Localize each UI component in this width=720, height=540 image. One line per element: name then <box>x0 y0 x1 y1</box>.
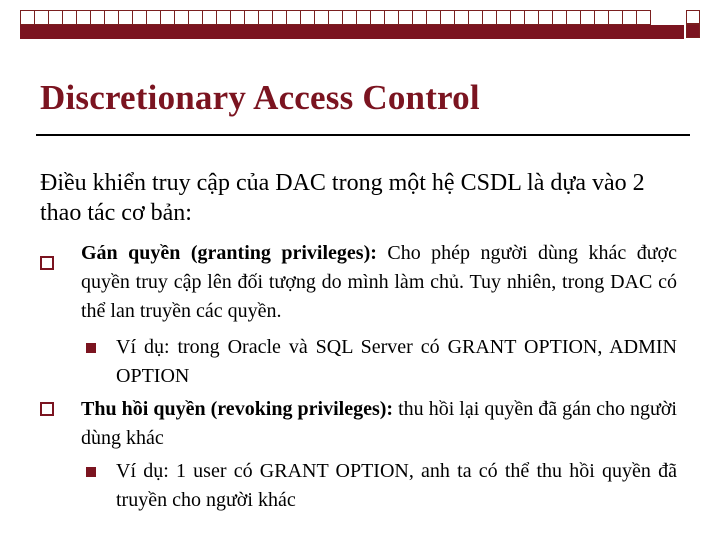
top-bar-square <box>622 10 637 25</box>
top-bar-square <box>62 10 77 25</box>
top-bar-square <box>510 10 525 25</box>
filled-square-bullet-icon <box>86 467 96 477</box>
top-bar-square <box>370 10 385 25</box>
top-bar-square <box>342 10 357 25</box>
corner-square-top <box>686 10 700 24</box>
top-bar-square <box>314 10 329 25</box>
top-bar-square <box>48 10 63 25</box>
top-bar-square <box>34 10 49 25</box>
hollow-square-bullet-icon <box>40 256 54 270</box>
bullet-term: Gán quyền (granting privileges): <box>81 242 377 264</box>
top-bar-strip <box>20 25 684 39</box>
bullet-revoking <box>81 395 677 453</box>
top-bar-square <box>538 10 553 25</box>
top-bar-square <box>202 10 217 25</box>
top-bar-square <box>440 10 455 25</box>
corner-square-bottom <box>686 24 700 38</box>
top-bar-square <box>328 10 343 25</box>
sub-bullet-revoking-example: Ví dụ: 1 user có GRANT OPTION, anh ta có thể thu hồi quyền đã truyền cho người khác <box>116 460 677 511</box>
top-bar-square <box>174 10 189 25</box>
bullet-term: Thu hồi quyền (revoking privileges): <box>81 398 394 420</box>
top-bar-square <box>412 10 427 25</box>
bullet-text: thu hồi lại quyền đã gán cho người dùng khác <box>81 398 677 449</box>
top-bar-square <box>216 10 231 25</box>
bullet-text: Cho phép người dùng khác được quyền truy cập lên đối tượng do mình làm chủ. Tuy nhiên, trong DAC có thể lan truyền các quyền. <box>81 242 677 322</box>
hollow-square-bullet-icon <box>40 402 54 416</box>
top-decorative-bar <box>20 10 684 39</box>
top-bar-square <box>496 10 511 25</box>
bullet-granting <box>81 239 677 326</box>
top-bar-square <box>398 10 413 25</box>
top-bar-square <box>20 10 35 25</box>
top-bar-square <box>426 10 441 25</box>
top-bar-square <box>76 10 91 25</box>
top-bar-square <box>146 10 161 25</box>
top-bar-square <box>188 10 203 25</box>
top-bar-square <box>230 10 245 25</box>
top-bar-square <box>356 10 371 25</box>
top-bar-square <box>468 10 483 25</box>
top-bar-square <box>244 10 259 25</box>
top-bar-square <box>482 10 497 25</box>
top-bar-square <box>384 10 399 25</box>
top-bar-square <box>552 10 567 25</box>
top-bar-square <box>104 10 119 25</box>
sub-bullet-granting-example: Ví dụ: trong Oracle và SQL Server có GRANT OPTION, ADMIN OPTION <box>116 336 677 387</box>
top-bar-square <box>132 10 147 25</box>
top-bar-square <box>90 10 105 25</box>
top-bar-square <box>594 10 609 25</box>
top-bar-square <box>608 10 623 25</box>
top-bar-square <box>636 10 651 25</box>
top-bar-square <box>300 10 315 25</box>
top-bar-square <box>286 10 301 25</box>
filled-square-bullet-icon <box>86 343 96 353</box>
top-bar-square <box>566 10 581 25</box>
intro-text: Điều khiển truy cập của DAC trong một hệ CSDL là dựa vào 2 thao tác cơ bản: <box>40 170 645 226</box>
top-bar-square <box>580 10 595 25</box>
top-bar-square <box>118 10 133 25</box>
top-bar-square <box>454 10 469 25</box>
top-bar-square <box>272 10 287 25</box>
title-rule <box>36 134 690 136</box>
slide-title: Discretionary Access Control <box>40 78 480 117</box>
top-bar-square <box>524 10 539 25</box>
top-bar-square <box>160 10 175 25</box>
top-bar-square <box>258 10 273 25</box>
